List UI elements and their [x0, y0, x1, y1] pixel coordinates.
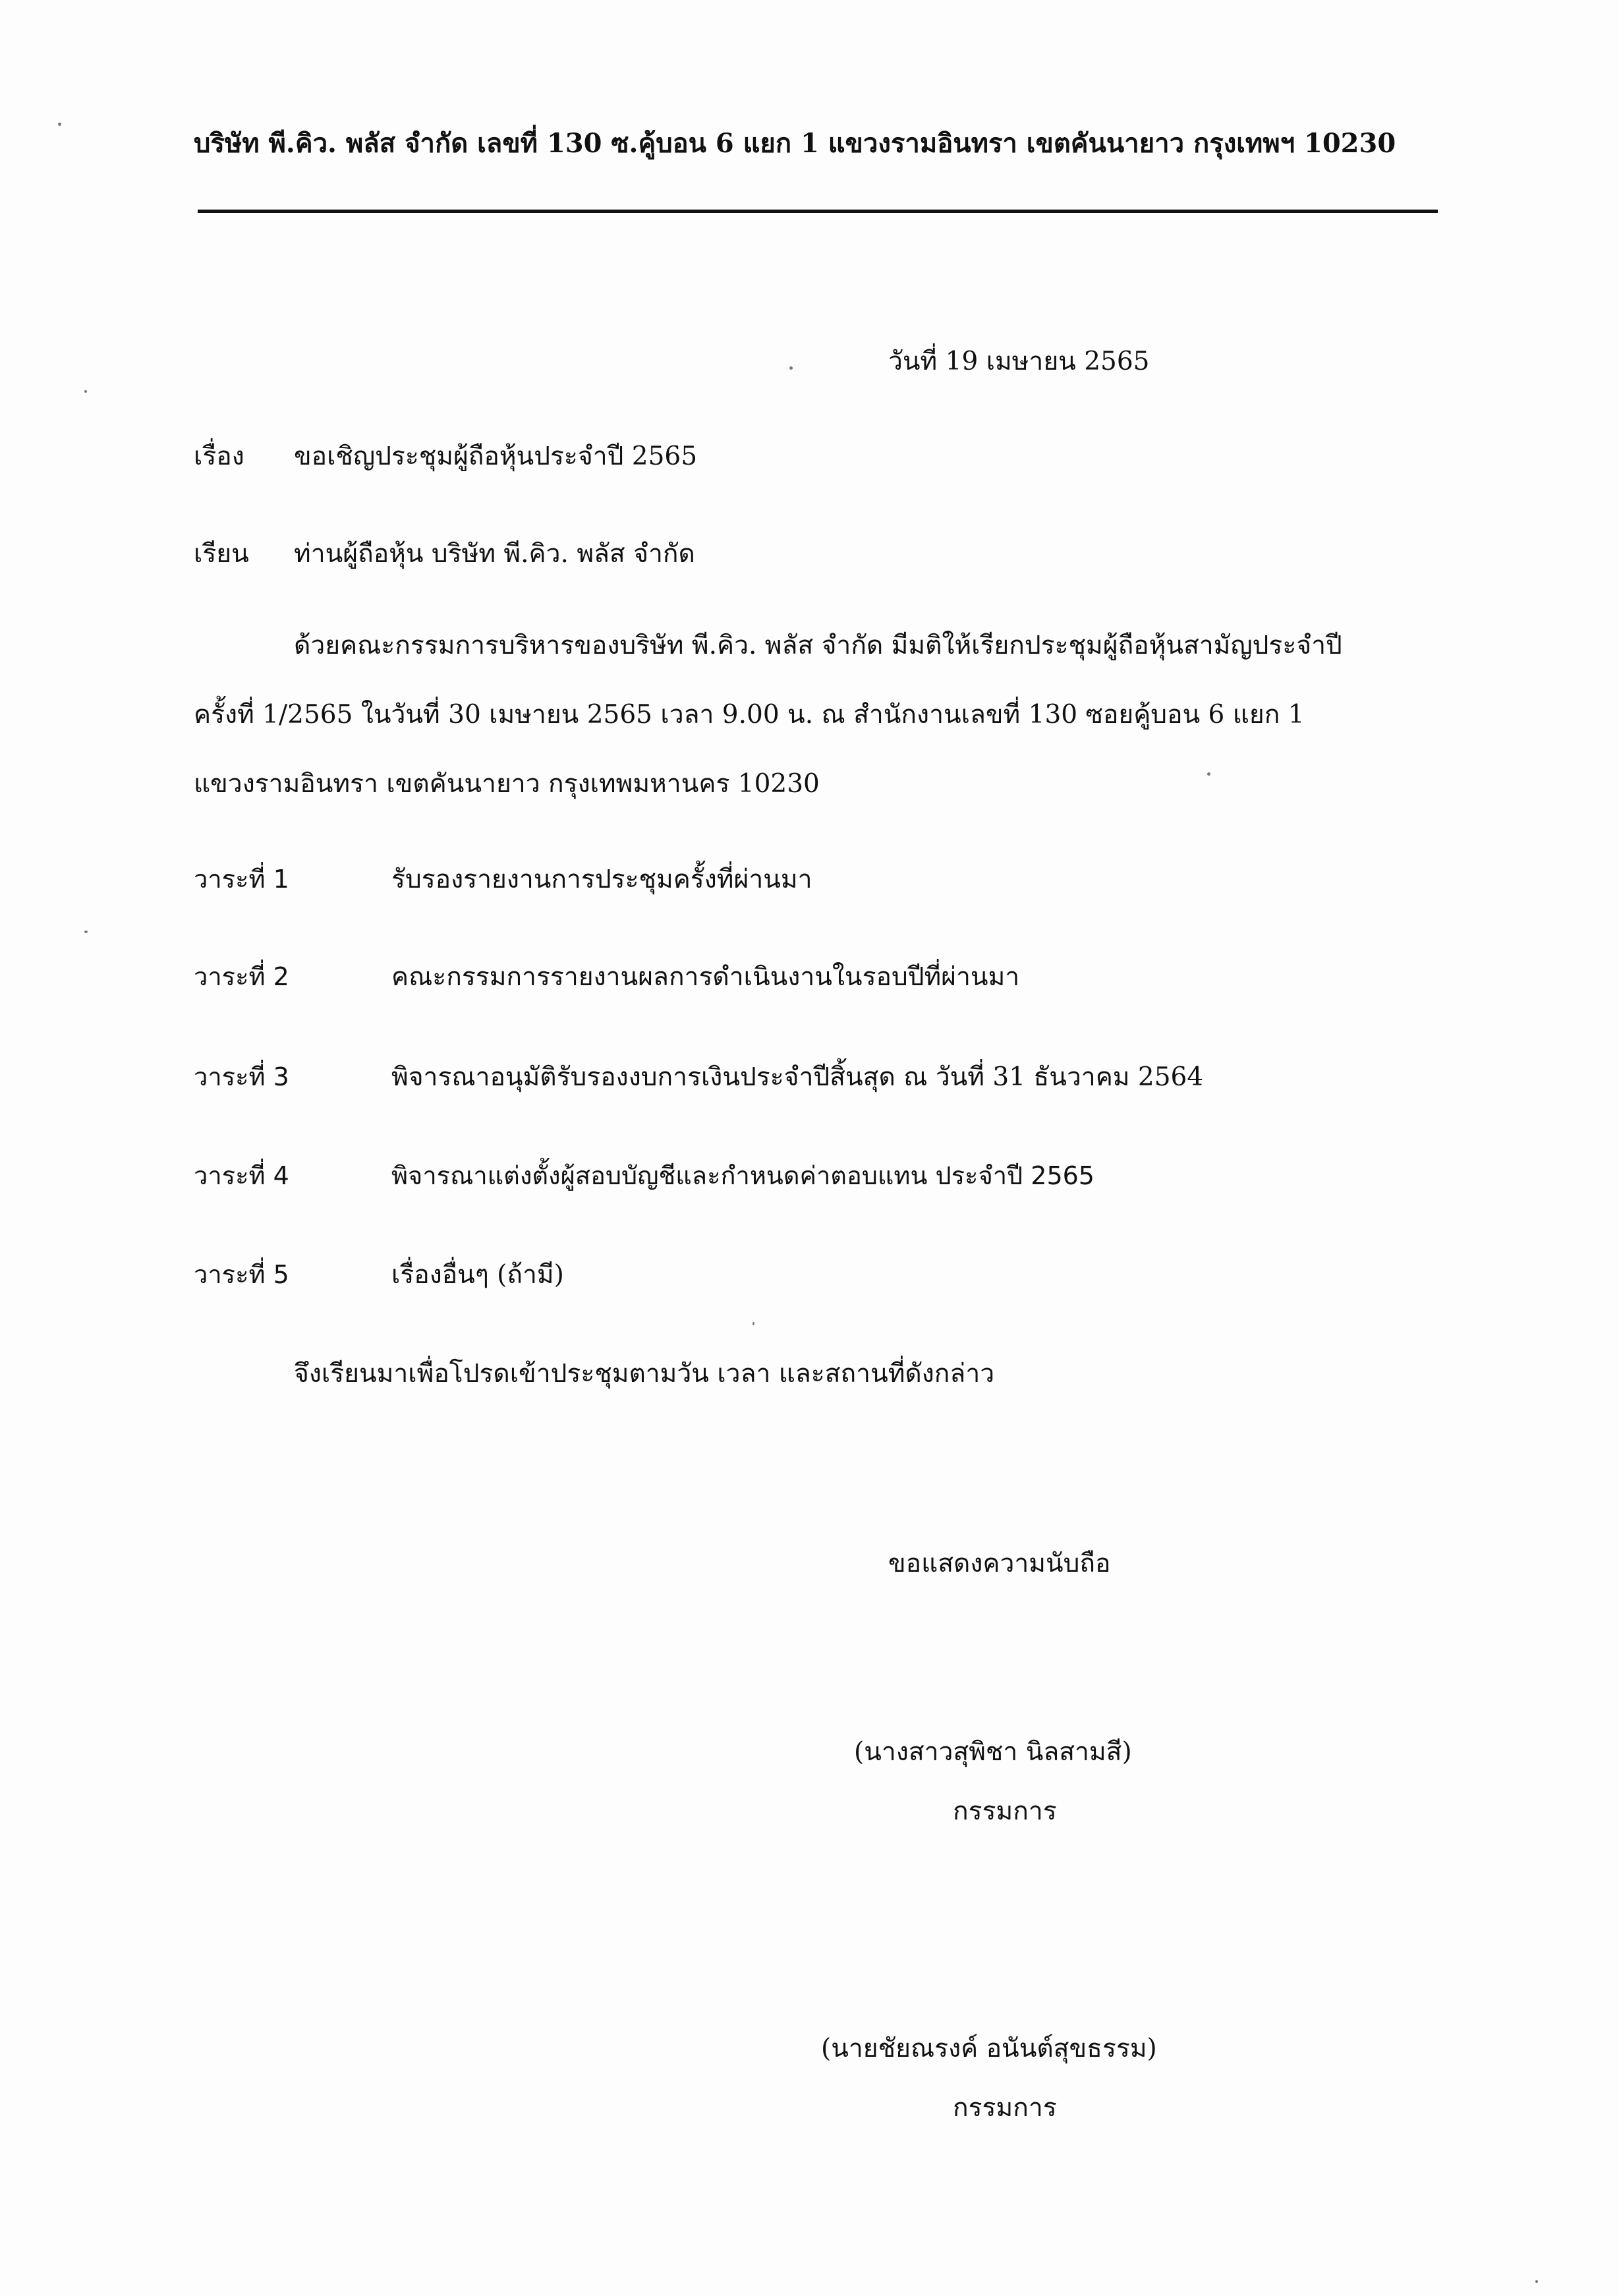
letterhead: บริษัท พี.คิว. พลัส จำกัด เลขที่ 130 ซ.คู้บอน 6 แยก 1 แขวงรามอินทรา เขตคันนายาว กรุงเทพฯ 10230 [194, 128, 1396, 159]
recipient-label: เรียน [194, 539, 249, 569]
agenda-label: วาระที่ 3 [194, 1062, 289, 1091]
regards: ขอแสดงความนับถือ [888, 1549, 1111, 1578]
signatory-title: กรรมการ [953, 2093, 1057, 2123]
scan-speck [1207, 772, 1210, 776]
signatory-name: (นายชัยณรงค์ อนันต์สุขธรรม) [821, 2034, 1157, 2063]
agenda-text: เรื่องอื่นๆ (ถ้ามี) [391, 1260, 564, 1290]
agenda-text: คณะกรรมการรายงานผลการดำเนินงานในรอบปีที่ผ่านมา [391, 962, 1020, 992]
closing-sentence: จึงเรียนมาเพื่อโปรดเข้าประชุมตามวัน เวลา และสถานที่ดังกล่าว [294, 1359, 995, 1389]
subject-text: ขอเชิญประชุมผู้ถือหุ้นประจำปี 2565 [294, 442, 698, 471]
scan-speck [58, 123, 61, 126]
body-line: แขวงรามอินทรา เขตคันนายาว กรุงเทพมหานคร 10230 [194, 769, 820, 799]
agenda-label: วาระที่ 2 [194, 962, 289, 991]
letter-date: วันที่ 19 เมษายน 2565 [888, 347, 1150, 376]
signatory-title: กรรมการ [953, 1796, 1057, 1826]
agenda-text: พิจารณาแต่งตั้งผู้สอบบัญชีและกำหนดค่าตอบแทน ประจำปี 2565 [391, 1161, 1094, 1190]
subject-label: เรื่อง [194, 442, 244, 471]
signatory-name: (นางสาวสุพิชา นิลสามสี) [854, 1737, 1132, 1767]
agenda-text: รับรองรายงานการประชุมครั้งที่ผ่านมา [391, 865, 812, 894]
scan-speck [753, 1322, 754, 1325]
scan-speck [1535, 2280, 1538, 2283]
scan-speck [789, 366, 793, 370]
scan-speck [84, 390, 87, 393]
letterhead-rule [198, 210, 1438, 213]
scan-speck [84, 931, 88, 933]
recipient-text: ท่านผู้ถือหุ้น บริษัท พี.คิว. พลัส จำกัด [294, 539, 695, 569]
body-line: ครั้งที่ 1/2565 ในวันที่ 30 เมษายน 2565 เวลา 9.00 น. ณ สำนักงานเลขที่ 130 ซอยคู้บอน 6 แยก 1 [194, 700, 1305, 730]
body-line: ด้วยคณะกรรมการบริหารของบริษัท พี.คิว. พลัส จำกัด มีมติให้เรียกประชุมผู้ถือหุ้นสามัญประจำปี [294, 631, 1342, 660]
agenda-label: วาระที่ 4 [194, 1161, 289, 1190]
body-paragraph [194, 626, 1446, 834]
agenda-label: วาระที่ 1 [194, 865, 289, 894]
agenda-label: วาระที่ 5 [194, 1260, 289, 1289]
agenda-text: พิจารณาอนุมัติรับรองงบการเงินประจำปีสิ้นสุด ณ วันที่ 31 ธันวาคม 2564 [391, 1062, 1204, 1092]
